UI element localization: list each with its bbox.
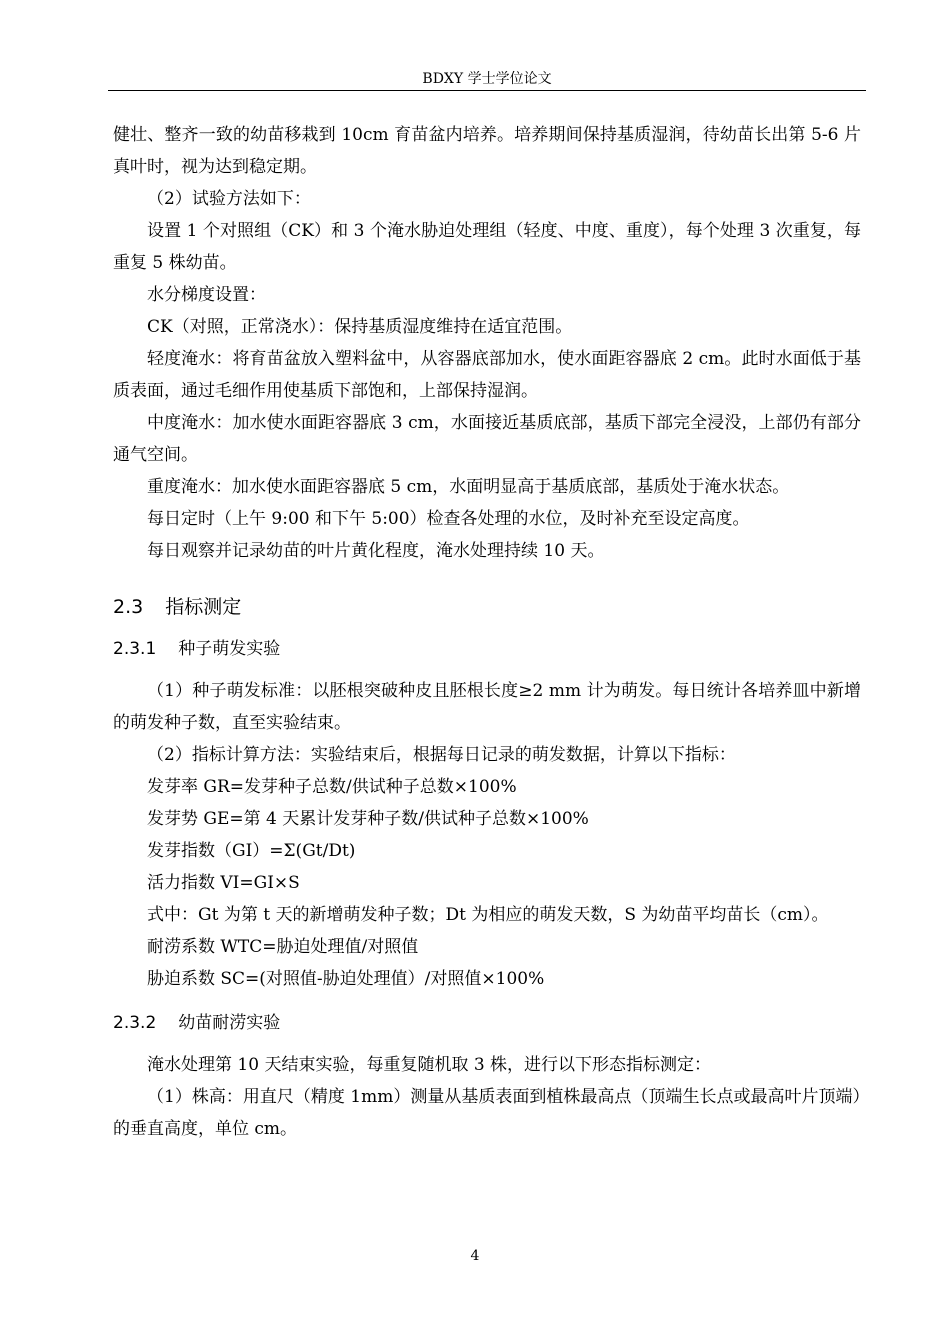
formula-line: 发芽指数（GI）=Σ(Gt/Dt): [147, 841, 356, 861]
body-paragraph: 中度淹水：加水使水面距容器底 3 cm，水面接近基质底部，基质下部完全浸没，上部仍有部分通气空间。: [113, 413, 861, 465]
body-paragraph: （2）试验方法如下：: [147, 189, 311, 209]
body-paragraph: 水分梯度设置：: [147, 285, 266, 305]
section-number: 2.3: [113, 596, 144, 618]
body-paragraph: 每日观察并记录幼苗的叶片黄化程度，淹水处理持续 10 天。: [147, 541, 605, 561]
spacer: [113, 663, 861, 675]
body-paragraph: 式中：Gt 为第 t 天的新增萌发种子数；Dt 为相应的萌发天数，S 为幼苗平均苗长（cm）。: [147, 905, 829, 925]
body-paragraph: 淹水处理第 10 天结束实验，每重复随机取 3 株，进行以下形态指标测定：: [147, 1055, 712, 1075]
spacer: [113, 1037, 861, 1049]
section-title: 指标测定: [165, 596, 242, 618]
subsection-title: 幼苗耐涝实验: [178, 1013, 281, 1033]
body-paragraph: 每日定时（上午 9:00 和下午 5:00）检查各处理的水位，及时补充至设定高度。: [147, 509, 750, 529]
page-header: BDXY 学士学位论文: [422, 71, 552, 87]
header-rule: [108, 90, 866, 91]
subsection-title: 种子萌发实验: [178, 639, 281, 659]
body-paragraph: （2）指标计算方法：实验结束后，根据每日记录的萌发数据，计算以下指标：: [147, 745, 736, 765]
spacer: [113, 995, 861, 1009]
body-paragraph: 设置 1 个对照组（CK）和 3 个淹水胁迫处理组（轻度、中度、重度），每个处理 3 次重复，每重复 5 株幼苗。: [113, 221, 861, 273]
page-number: 4: [470, 1248, 480, 1264]
document-body: [113, 119, 861, 1145]
subsection-heading-2-3-2: [113, 1009, 861, 1037]
formula-line: 发芽势 GE=第 4 天累计发芽种子数/供试种子总数×100%: [147, 809, 589, 829]
subsection-heading-2-3-1: [113, 635, 861, 663]
body-paragraph: （1）株高：用直尺（精度 1mm）测量从基质表面到植株最高点（顶端生长点或最高叶片顶端）的垂直高度，单位 cm。: [113, 1087, 861, 1139]
formula-line: 胁迫系数 SC=(对照值-胁迫处理值）/对照值×100%: [147, 969, 545, 989]
body-paragraph: （1）种子萌发标准：以胚根突破种皮且胚根长度≥2 mm 计为萌发。每日统计各培养皿中新增的萌发种子数，直至实验结束。: [113, 681, 861, 733]
spacer: [113, 621, 861, 635]
body-paragraph: 轻度淹水：将育苗盆放入塑料盆中，从容器底部加水，使水面距容器底 2 cm。此时水面低于基质表面，通过毛细作用使基质下部饱和，上部保持湿润。: [113, 349, 861, 401]
spacer: [113, 567, 861, 593]
subsection-number: 2.3.1: [113, 639, 157, 659]
formula-line: 发芽率 GR=发芽种子总数/供试种子总数×100%: [147, 777, 517, 797]
body-paragraph: CK（对照，正常浇水）：保持基质湿度维持在适宜范围。: [147, 317, 573, 337]
formula-line: 活力指数 VI=GI×S: [147, 873, 300, 893]
body-paragraph: 健壮、整齐一致的幼苗移栽到 10cm 育苗盆内培养。培养期间保持基质湿润，待幼苗长出第 5-6 片真叶时，视为达到稳定期。: [113, 125, 861, 177]
subsection-number: 2.3.2: [113, 1013, 157, 1033]
body-paragraph: 重度淹水：加水使水面距容器底 5 cm，水面明显高于基质底部，基质处于淹水状态。: [147, 477, 790, 497]
formula-line: 耐涝系数 WTC=胁迫处理值/对照值: [147, 937, 419, 957]
section-heading-2-3: [113, 593, 861, 621]
